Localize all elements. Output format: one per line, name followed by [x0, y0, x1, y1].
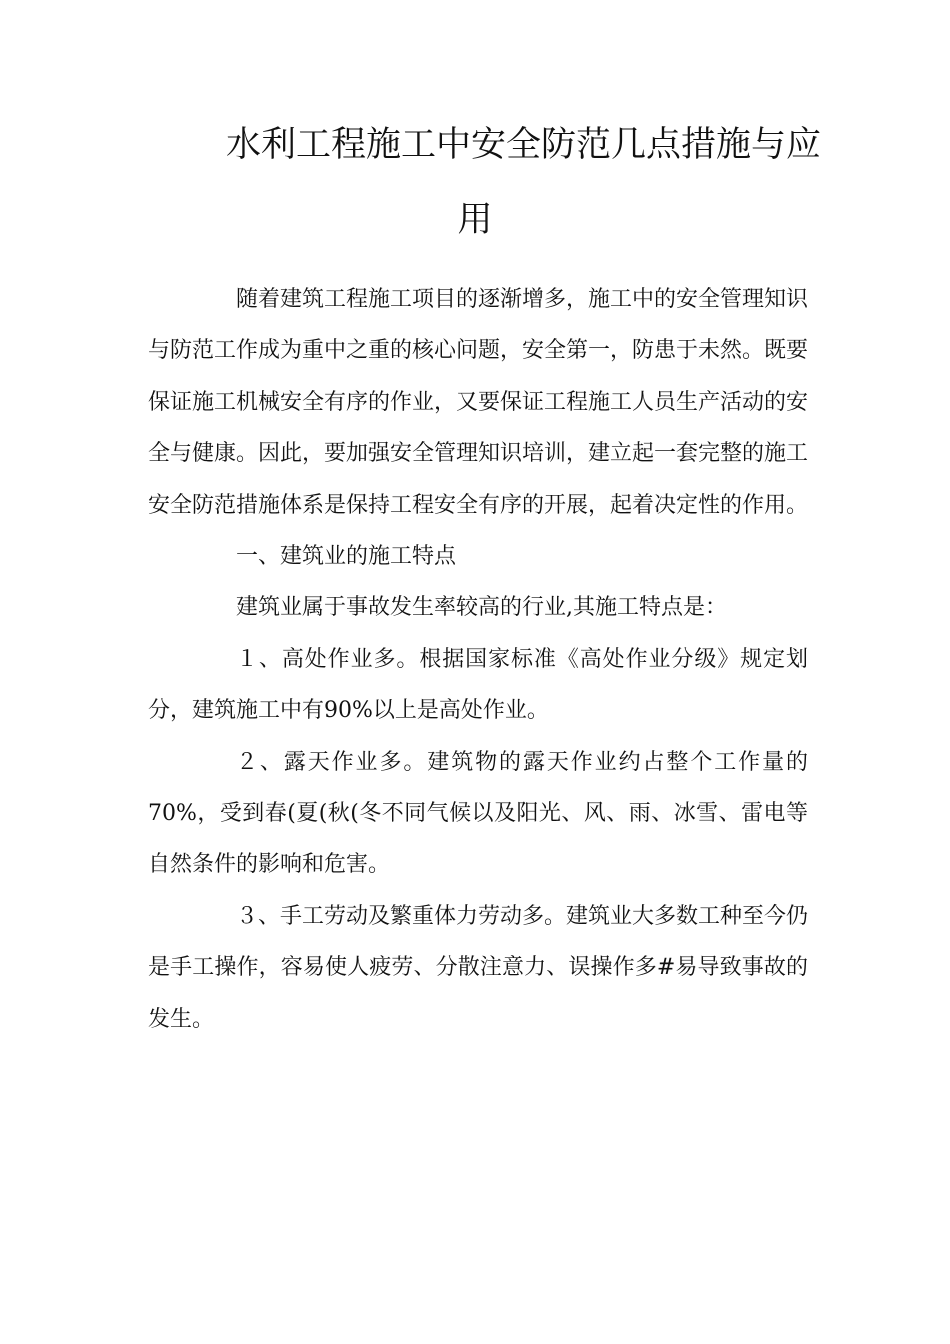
section-heading: 一、建筑业的施工特点	[236, 544, 457, 570]
section-intro-paragraph: 建筑业属于事故发生率较高的行业,其施工特点是：	[236, 595, 727, 621]
list-item-3: ３、手工劳动及繁重体力劳动多。建筑业大多数工种至今仍是手工操作，容易使人疲劳、分散注意力、误操作多#易导致事故的发生。	[148, 903, 809, 1032]
document-body	[148, 274, 808, 1045]
intro-paragraph: 随着建筑工程施工项目的逐渐增多，施工中的安全管理知识与防范工作成为重中之重的核心问题，安全第一，防患于未然。既要保证施工机械安全有序的作业，又要保证工程施工人员生产活动的安全与健康。因此，要加强安全管理知识培训，建立起一套完整的施工安全防范措施体系是保持工程安全有序的开展，起着决定性的作用。	[148, 287, 809, 518]
document-title-line-2: 用	[457, 200, 493, 240]
list-item-2: ２、露天作业多。建筑物的露天作业约占整个工作量的70%，受到春(夏(秋(冬不同气候以及阳光、风、雨、冰雪、雷电等自然条件的影响和危害。	[148, 749, 808, 878]
list-item-1: １、高处作业多。根据国家标准《高处作业分级》规定划分，建筑施工中有90%以上是高处作业。	[148, 646, 808, 724]
document-title-line-1: 水利工程施工中安全防范几点措施与应	[226, 125, 822, 165]
